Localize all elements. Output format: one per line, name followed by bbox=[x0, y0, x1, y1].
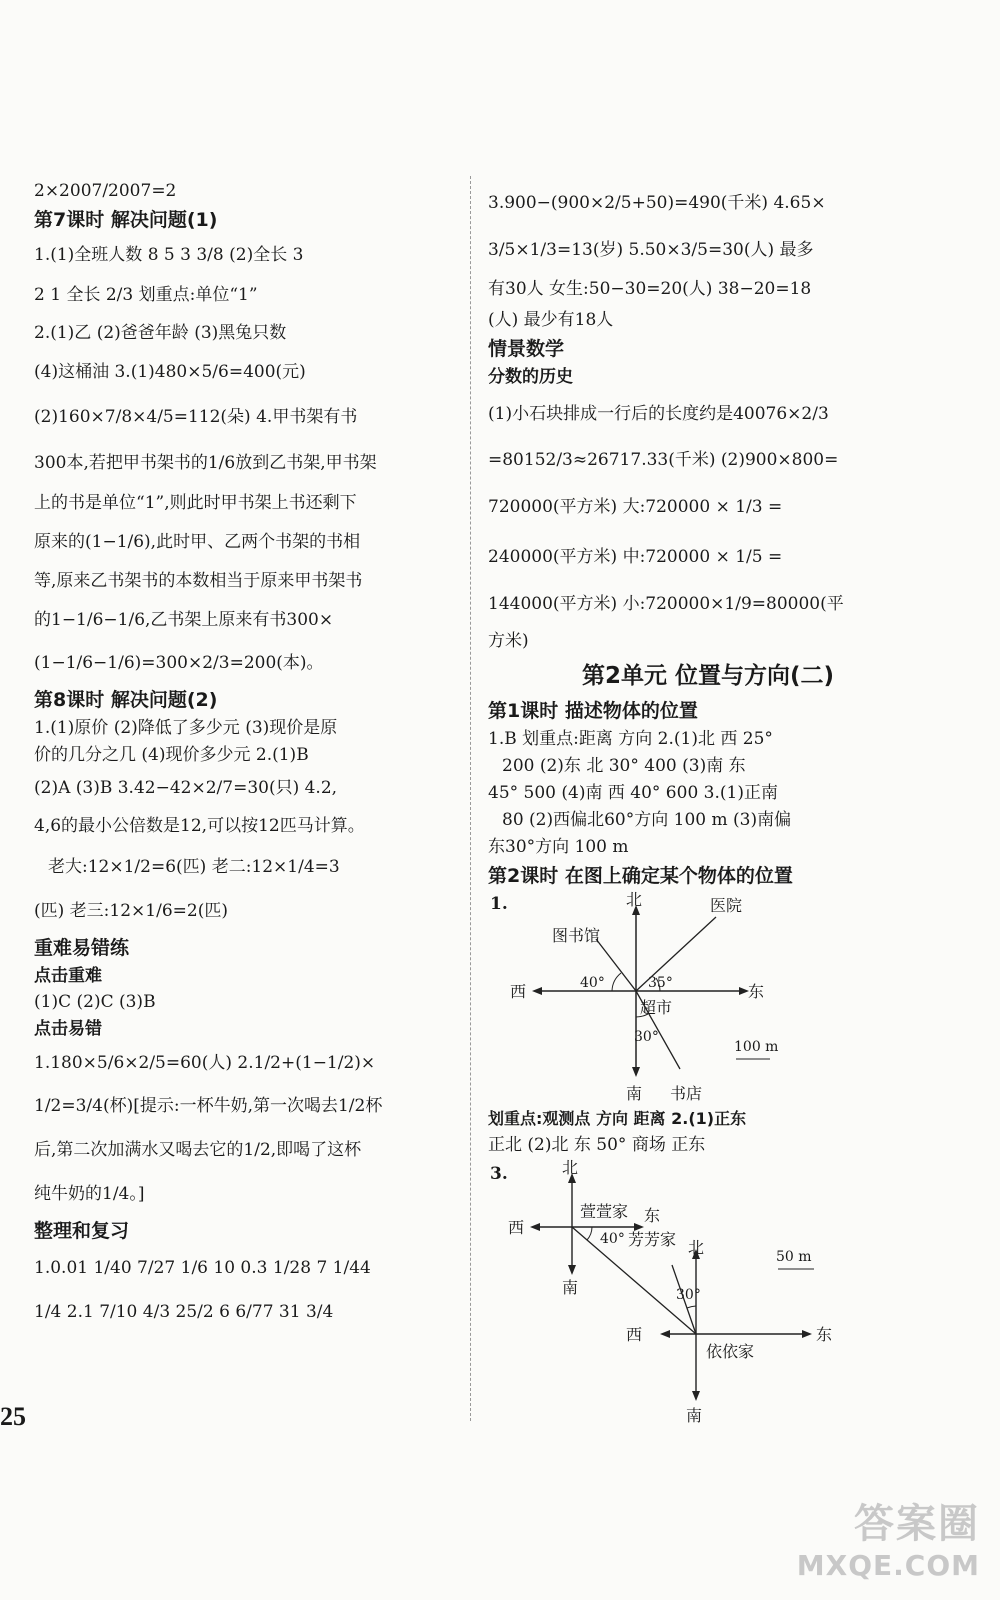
heading-lesson8: 第8课时 解决问题(2) bbox=[34, 689, 218, 711]
text-line: 300本,若把甲书架书的1/6放到乙书架,甲书架 bbox=[34, 453, 377, 473]
label-angle-40: 40° bbox=[580, 975, 605, 991]
label-market: 超市 bbox=[640, 998, 673, 1017]
label-south: 南 bbox=[626, 1084, 643, 1103]
text-line: (4)这桶油 3.(1)480×5/6=400(元) bbox=[34, 362, 306, 382]
label-angle-40-b: 40° bbox=[600, 1231, 625, 1247]
heading-lesson2: 第2课时 在图上确定某个物体的位置 bbox=[488, 865, 793, 887]
label-south-2: 南 bbox=[686, 1406, 703, 1425]
heading-mistakes: 点击易错 bbox=[34, 1019, 102, 1039]
label-south-1: 南 bbox=[562, 1278, 579, 1297]
heading-key-points: 点击重难 bbox=[34, 966, 102, 986]
label-xuan-home: 萱萱家 bbox=[580, 1202, 629, 1221]
text-line: 2 1 全长 2/3 划重点:单位“1” bbox=[34, 285, 258, 305]
text-line: 正北 (2)北 东 50° 商场 正东 bbox=[488, 1135, 706, 1155]
label-bookstore: 书店 bbox=[670, 1084, 703, 1103]
text-line: 144000(平方米) 小:720000×1/9=80000(平 bbox=[488, 594, 844, 614]
text-line: 价的几分之几 (4)现价多少元 2.(1)B bbox=[34, 745, 309, 765]
west-arrow bbox=[532, 987, 542, 995]
text-line: (1−1/6−1/6)=300×2/3=200(本)。 bbox=[34, 653, 324, 673]
text-line: 720000(平方米) 大:720000 × 1/3 = bbox=[488, 497, 783, 517]
label-west-1: 西 bbox=[508, 1218, 525, 1237]
text-line: 1.0.01 1/40 7/27 1/6 10 0.3 1/28 7 1/44 bbox=[34, 1258, 371, 1278]
right-column bbox=[488, 178, 928, 1429]
south-arrow bbox=[632, 1067, 640, 1077]
text-line: 45° 500 (4)南 西 40° 600 3.(1)正南 bbox=[488, 783, 778, 803]
text-line: 纯牛奶的1/4。] bbox=[34, 1184, 145, 1204]
label-fang-home: 芳芳家 bbox=[628, 1230, 677, 1249]
text-line: 有30人 女生:50−30=20(人) 38−20=18 bbox=[488, 279, 812, 299]
label-east-1: 东 bbox=[644, 1206, 661, 1225]
top-west-arrow bbox=[530, 1223, 540, 1231]
label-west: 西 bbox=[510, 982, 527, 1001]
direction-diagram-1 bbox=[488, 891, 928, 1105]
text-line: 1/2=3/4(杯)[提示:一杯牛奶,第一次喝去1/2杯 bbox=[34, 1096, 383, 1116]
text-line: 4,6的最小公倍数是12,可以按12匹马计算。 bbox=[34, 816, 365, 836]
text-line: 东30°方向 100 m bbox=[488, 837, 629, 857]
arc-40-b bbox=[587, 1227, 592, 1240]
text-line: 原来的(1−1/6),此时甲、乙两个书架的书相 bbox=[34, 532, 361, 552]
text-line: (1)C (2)C (3)B bbox=[34, 992, 156, 1012]
text-line: 2.(1)乙 (2)爸爸年龄 (3)黑兔只数 bbox=[34, 323, 287, 343]
label-library: 图书馆 bbox=[552, 926, 601, 945]
label-scale: 100 m bbox=[734, 1039, 779, 1055]
watermark-line1: 答案圈 bbox=[854, 1501, 980, 1547]
bottom-west-arrow bbox=[660, 1330, 670, 1338]
label-scale-b: 50 m bbox=[776, 1249, 812, 1265]
text-line: 1.(1)原价 (2)降低了多少元 (3)现价是原 bbox=[34, 718, 338, 738]
label-north-1: 北 bbox=[562, 1159, 579, 1177]
label-west-2: 西 bbox=[626, 1325, 643, 1344]
top-south-arrow bbox=[568, 1265, 576, 1275]
label-hospital: 医院 bbox=[710, 896, 743, 915]
heading-lesson7: 第7课时 解决问题(1) bbox=[34, 209, 218, 231]
bottom-south-arrow bbox=[692, 1391, 700, 1401]
text-line: 等,原来乙书架书的本数相当于原来甲书架书 bbox=[34, 571, 363, 591]
direction-diagram-3 bbox=[488, 1159, 928, 1429]
fig3-number: 3. bbox=[490, 1164, 508, 1184]
text-line: 2×2007/2007=2 bbox=[34, 181, 177, 201]
arc-40 bbox=[612, 973, 621, 991]
label-north: 北 bbox=[626, 891, 643, 909]
text-line: 方米) bbox=[488, 631, 529, 651]
heading-lesson1: 第1课时 描述物体的位置 bbox=[488, 700, 698, 722]
label-north-2: 北 bbox=[688, 1238, 705, 1257]
label-angle-30-b: 30° bbox=[676, 1287, 701, 1303]
text-line: 的1−1/6−1/6,乙书架上原来有书300× bbox=[34, 610, 334, 630]
text-line: 200 (2)东 北 30° 400 (3)南 东 bbox=[502, 756, 746, 776]
text-line: (2)A (3)B 3.42−42×2/7=30(只) 4.2, bbox=[34, 778, 338, 798]
text-line: (匹) 老三:12×1/6=2(匹) bbox=[34, 901, 228, 921]
bottom-east-arrow bbox=[802, 1330, 812, 1338]
heading-history: 分数的历史 bbox=[488, 367, 573, 387]
label-east-2: 东 bbox=[816, 1325, 833, 1344]
column-divider bbox=[470, 176, 471, 1421]
watermark bbox=[797, 1492, 980, 1582]
label-yi-home: 依依家 bbox=[706, 1342, 755, 1361]
unit-title: 第2单元 位置与方向(二) bbox=[581, 663, 835, 689]
text-line: 1/4 2.1 7/10 4/3 25/2 6 6/77 31 3/4 bbox=[34, 1302, 334, 1322]
label-east: 东 bbox=[748, 982, 765, 1001]
text-line: (人) 最少有18人 bbox=[488, 310, 614, 330]
text-line: 上的书是单位“1”,则此时甲书架上书还剩下 bbox=[34, 493, 357, 513]
text-line: 后,第二次加满水又喝去它的1/2,即喝了这杯 bbox=[34, 1140, 362, 1160]
text-line: 1.180×5/6×2/5=60(人) 2.1/2+(1−1/2)× bbox=[34, 1053, 376, 1073]
fig1-number: 1. bbox=[490, 894, 508, 914]
text-line: 划重点:观测点 方向 距离 2.(1)正东 bbox=[488, 1109, 747, 1128]
text-line: (2)160×7/8×4/5=112(朵) 4.甲书架有书 bbox=[34, 407, 358, 427]
left-column bbox=[34, 178, 450, 1334]
label-angle-30: 30° bbox=[634, 1029, 659, 1045]
watermark-line2: MXQE.COM bbox=[796, 1549, 980, 1582]
heading-review: 整理和复习 bbox=[34, 1220, 130, 1242]
page-number: 25 bbox=[0, 1402, 26, 1431]
text-line: 3.900−(900×2/5+50)=490(千米) 4.65× bbox=[488, 193, 826, 213]
text-line: 1.B 划重点:距离 方向 2.(1)北 西 25° bbox=[488, 729, 773, 749]
label-angle-35: 35° bbox=[648, 975, 673, 991]
heading-scene: 情景数学 bbox=[488, 338, 565, 360]
arc-30-b bbox=[687, 1306, 696, 1308]
text-line: 80 (2)西偏北60°方向 100 m (3)南偏 bbox=[502, 810, 792, 830]
text-line: 3/5×1/3=13(岁) 5.50×3/5=30(人) 最多 bbox=[488, 240, 814, 260]
text-line: 240000(平方米) 中:720000 × 1/5 = bbox=[488, 547, 783, 567]
text-line: =80152/3≈26717.33(千米) (2)900×800= bbox=[488, 450, 839, 470]
text-line: 1.(1)全班人数 8 5 3 3/8 (2)全长 3 bbox=[34, 245, 304, 265]
text-line: (1)小石块排成一行后的长度约是40076×2/3 bbox=[488, 404, 829, 424]
heading-practice: 重难易错练 bbox=[34, 937, 130, 959]
text-line: 老大:12×1/2=6(匹) 老二:12×1/4=3 bbox=[48, 857, 340, 877]
